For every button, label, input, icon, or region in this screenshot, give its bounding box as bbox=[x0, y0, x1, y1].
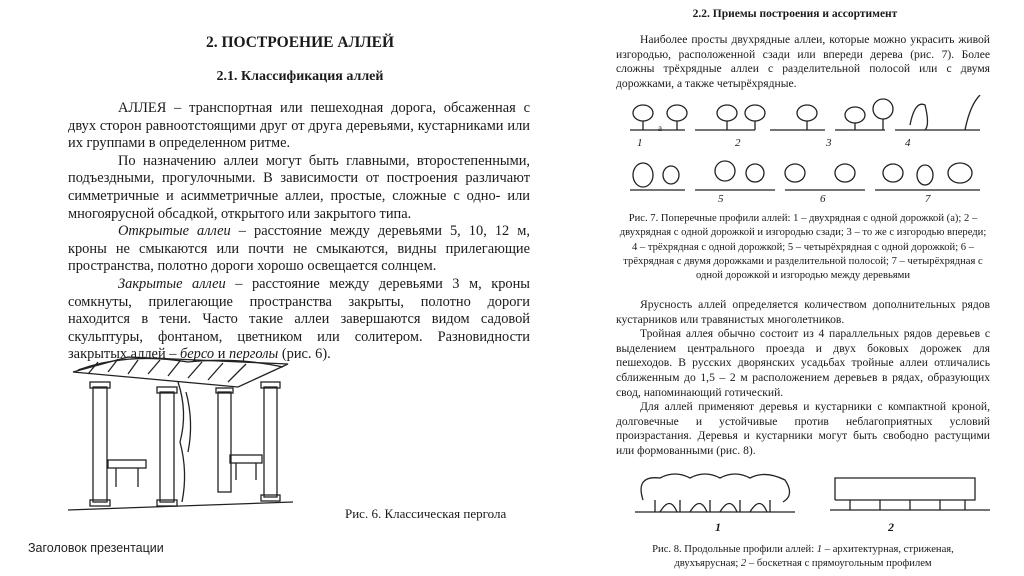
right-intro bbox=[616, 33, 990, 91]
figure-7-label: 5 bbox=[718, 193, 724, 205]
presentation-footer: Заголовок презентации bbox=[28, 541, 164, 555]
term: перголы bbox=[229, 346, 279, 363]
paragraph: Ярусность аллей определяется количеством дополнительных рядов кустарников или травянистых многолетников. bbox=[616, 298, 990, 326]
paragraph: Тройная аллея обычно состоит из 4 параллельных рядов деревьев с выделением центрального проезда и двух боковых дорожек для пешеходов. В русских дворянских усадьбах тройные аллеи отличались сближенным до 1,5 – 2 м расположением деревьев в рядах, образующих свод, напоминающий готический. bbox=[616, 327, 990, 399]
paragraph: Наиболее просты двухрядные аллеи, которые можно украсить живой изгородью, расположенной сзади или впереди дерева (рис. 7). Более сложны трёхрядные аллеи с разделительной полосой или с двумя дорожками, а также четырёхрядные. bbox=[616, 33, 990, 90]
text: (рис. 6). bbox=[278, 346, 331, 363]
figure-7-label: 2 bbox=[735, 137, 741, 149]
left-body-text bbox=[68, 100, 530, 364]
paragraph: АЛЛЕЯ – транспортная или пешеходная дорога, обсаженная с двух сторон равноотстоящими друг от друга деревьями, кустарниками или их группами в определенном ритме. bbox=[68, 100, 530, 152]
right-body-text bbox=[616, 298, 990, 459]
figure-8-label: 2 bbox=[888, 520, 894, 534]
text: – архитектурная, стриженая, двухъярусная; bbox=[674, 544, 954, 570]
figure-7-label: 6 bbox=[820, 193, 826, 205]
figure-7-label: 1 bbox=[637, 137, 643, 149]
text: 1 bbox=[816, 544, 823, 555]
figure-7-profiles bbox=[625, 95, 985, 205]
term: берсо bbox=[180, 346, 215, 363]
paragraph: По назначению аллеи могут быть главными, второстепенными, подъездными, прогулочными. В зависимости от построения различают симметричные и асимметричные аллеи, простые, сложные с одно- или многоярусной обсадкой, открытого или закрытого типа. bbox=[68, 152, 530, 222]
profile-row-1 bbox=[630, 95, 980, 130]
chapter-title: 2. ПОСТРОЕНИЕ АЛЛЕЙ bbox=[205, 34, 395, 51]
figure-8-profiles bbox=[635, 470, 990, 520]
term: Закрытые аллеи bbox=[118, 275, 226, 292]
figure-7-caption: Рис. 7. Поперечные профили аллей: 1 – двухрядная с одной дорожкой (а); 2 – двухрядная с одной дорожкой и изгородью сзади; 3 – то же с изгородью впереди; 4 – трёхрядная с одной дорожкой; 5 – четырёхрядная с одной дорожкой; 6 – трёхрядная с двумя дорожками и разделительной полосой; 7 – четырёхрядная с одной дорожкой и изгородью между деревьями bbox=[619, 213, 987, 282]
figure-8-label: 1 bbox=[715, 520, 721, 534]
figure-6-caption: Рис. 6. Классическая пергола bbox=[345, 506, 507, 521]
figure-8-caption bbox=[636, 543, 970, 572]
text: Рис. 8. Продольные профили аллей: bbox=[652, 544, 817, 555]
text: – боскетная с прямоугольным профилем bbox=[746, 558, 932, 570]
paragraph bbox=[68, 223, 530, 276]
text: 2 bbox=[740, 558, 747, 570]
text: и bbox=[214, 346, 229, 363]
right-section-title: 2.2. Приемы построения и ассортимент bbox=[692, 8, 898, 20]
figure-7-label: 3 bbox=[826, 137, 832, 149]
figure-7-label: 7 bbox=[925, 193, 931, 205]
pergola-illustration bbox=[68, 352, 293, 517]
path-label: а bbox=[658, 123, 662, 133]
profile-row-2 bbox=[630, 161, 980, 190]
figure-7-label: 4 bbox=[905, 137, 911, 149]
paragraph: Для аллей применяют деревья и кустарники с компактной кроной, долговечные и устойчивые против неблагоприятных условий произрастания. Деревья и кустарники могут быть свободно растущими или формованными (рис. 8). bbox=[616, 400, 990, 457]
section-title: 2.1. Классификация аллей bbox=[216, 69, 384, 84]
term: Открытые аллеи bbox=[118, 223, 231, 240]
definition: – расстояние между деревьями 3 м, кроны сомкнуты, прилегающие пространства закрыты, полотно дороги находится в тени. Часто такие аллеи завершаются видом садовой скульптуры, фонтаном, цветником или солитером. Разновидности закрытых аллей – bbox=[68, 275, 530, 363]
paragraph bbox=[68, 276, 530, 364]
definition: – расстояние между деревьями 5, 10, 12 м, кроны не смыкаются или почти не смыкаются, видны прилегающие пространства, полотно дороги хорошо освещается солнцем. bbox=[68, 223, 530, 275]
